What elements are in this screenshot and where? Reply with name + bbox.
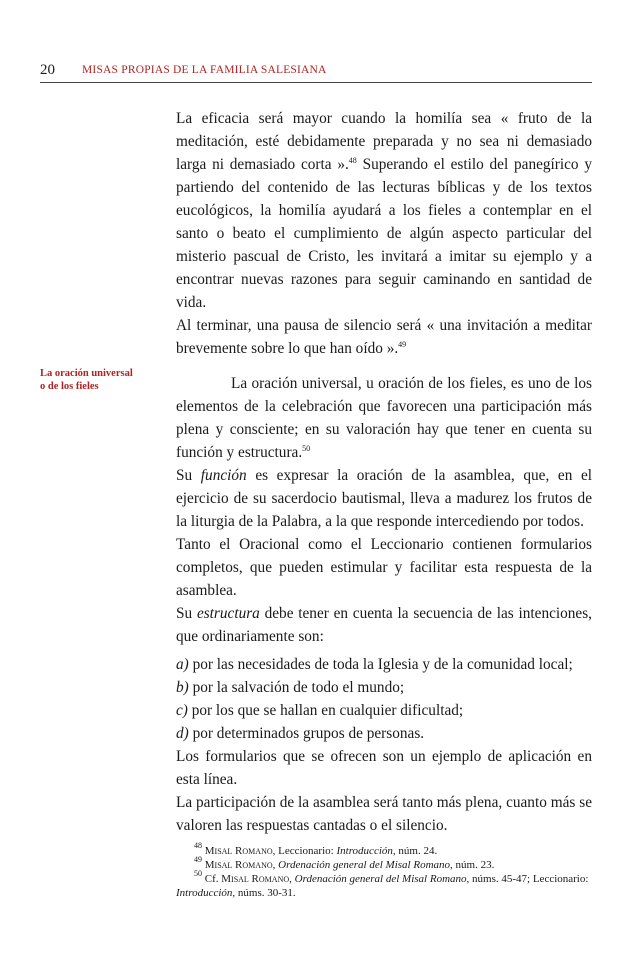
paragraph-homily: La eficacia será mayor cuando la homilía sea « fruto de la meditación, esté debidamente preparada y no sea ni demasiado larga ni demasiado corta ».$^{48}$ Superando el estilo del panegírico y partiendo del contenido de las lecturas bíblicas y de los textos eucológicos, la homilía ayudará a los fieles a contemplar en el santo o beato el cumplimiento de algún aspecto particular del misterio pascual de Cristo, les invitará a imitar su ejemplo y a encontrar nuevas razones para seguir caminando en santidad de vida. — [176, 110, 592, 311]
paragraph-examples: Los formularios que se ofrecen son un ejemplo de aplicación en esta línea. — [176, 748, 592, 788]
margin-note-line-1: La oración universal — [40, 368, 133, 379]
paragraph-silence: Al terminar, una pausa de silencio será « una invitación a meditar brevemente sobre lo que han oído ».$^{49}$ — [176, 317, 592, 357]
list-item: d) por determinados grupos de personas. — [176, 725, 425, 742]
footnote-ref-49: 49 — [398, 340, 407, 349]
footnote-ref-50: 50 — [302, 444, 311, 453]
paragraph-participation: La participación de la asamblea será tanto más plena, cuanto más se valoren las respuestas cantadas o el silencio. — [176, 794, 592, 834]
paragraph-formularies: Tanto el Oracional como el Leccionario contienen formularios completos, que pueden estimular y facilitar esta respuesta de la asamblea. — [176, 536, 592, 599]
running-head: MISAS PROPIAS DE LA FAMILIA SALESIANA — [82, 64, 327, 76]
paragraph-universal-prayer: La oración universal, u oración de los fieles, es uno de los elementos de la celebración que favorecen una participación más plena y consciente; en su valoración hay que tener en cuenta su función y estructura.$^{50}$ — [176, 375, 592, 461]
main-text — [176, 107, 592, 837]
footnote-48: $^{48}$ Misal Romano, Leccionario: Introducción, núm. 24. — [194, 841, 438, 857]
page-number: 20 — [40, 62, 55, 78]
footnote-50: $^{50}$ Cf. Misal Romano, Ordenación general del Misal Romano, núms. 45-47; Leccionario: Introducción, núms. 30-31. — [176, 869, 589, 899]
paragraph-function: Su función es expresar la oración de la asamblea, que, en el ejercicio de su sacerdocio bautismal, lleva a madurez los frutos de la liturgia de la Palabra, a la que responde intercediendo por todos. — [176, 467, 593, 530]
list-item: b) por la salvación de todo el mundo; — [176, 679, 405, 696]
list-item: a) por las necesidades de toda la Iglesia y de la comunidad local; — [176, 656, 573, 673]
margin-note-line-2: o de los fieles — [40, 381, 99, 392]
margin-note — [40, 367, 160, 393]
list-item: c) por los que se hallan en cualquier dificultad; — [176, 702, 464, 719]
footnotes — [176, 841, 592, 900]
footnote-49: $^{49}$ Misal Romano, Ordenación general del Misal Romano, núm. 23. — [194, 855, 495, 871]
paragraph-structure: Su estructura debe tener en cuenta la secuencia de las intenciones, que ordinariamente son: — [176, 605, 593, 645]
footnote-ref-48: 48 — [348, 156, 357, 165]
page-header — [40, 62, 592, 83]
